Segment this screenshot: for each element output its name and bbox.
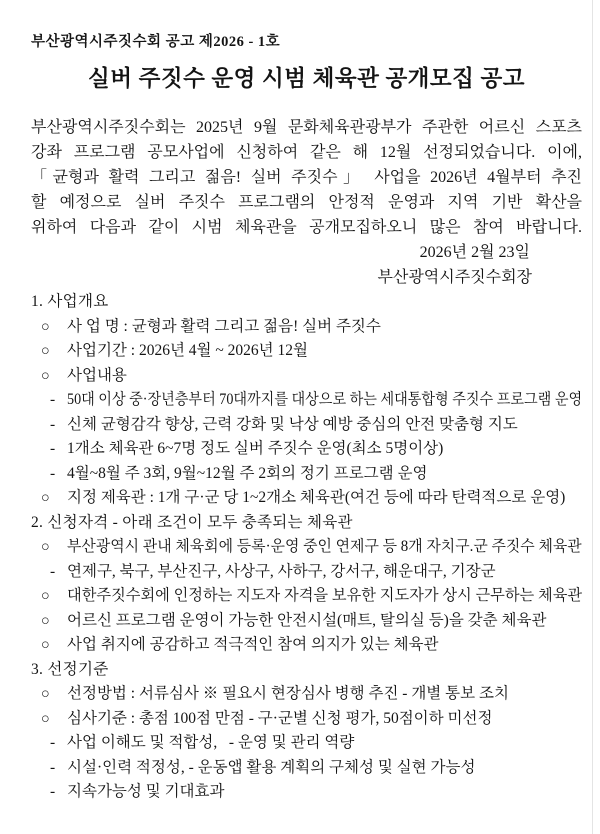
section-heading-criteria: 3. 선정기준 — [31, 660, 109, 678]
circle-bullet: ○ — [41, 588, 50, 604]
intro-paragraph-line: 강좌 프로그램 공모사업에 신청하여 같은 해 12월 선정되었습니다. 이에, — [31, 144, 582, 161]
item-text: 지정 제육관 : 1개 구·군 당 1~2개소 체육관(여건 등에 따라 탄력적으로 운영) — [67, 489, 566, 506]
circle-bullet: ○ — [41, 686, 50, 702]
list-item — [31, 682, 582, 707]
dash-bullet: - — [50, 758, 56, 776]
item-text: 1개소 체육관 6~7명 정도 실버 주짓수 운영(최소 5명이상) — [67, 440, 444, 457]
item-text: 사업기간 : 2026년 4월 ~ 2026년 12월 — [67, 342, 308, 359]
item-text: 사업 취지에 공감하고 적극적인 참여 의지가 있는 체육관 — [67, 636, 439, 653]
list-item — [31, 731, 582, 756]
item-text: 사업 이해도 및 적합성, - 운영 및 관리 역량 — [67, 734, 355, 751]
item-text: 사업내용 — [67, 366, 127, 384]
list-item — [31, 584, 582, 609]
intro-paragraph-line: 위하여 다음과 같이 시범 체육관을 공개모집하오니 많은 참여 바랍니다. — [31, 219, 582, 236]
list-item — [31, 339, 582, 364]
dash-bullet: - — [50, 562, 56, 580]
list-item — [31, 364, 582, 389]
document-title: 실버 주짓수 운영 시범 체육관 공개모집 공고 — [88, 66, 525, 91]
page-edge-line — [592, 0, 593, 834]
circle-bullet: ○ — [41, 637, 50, 653]
dash-bullet: - — [50, 391, 56, 408]
circle-bullet: ○ — [41, 367, 50, 384]
sections — [31, 290, 582, 805]
list-item — [31, 707, 582, 732]
section-heading-eligibility: 2. 신청자격 - 아래 조건이 모두 충족되는 체육관 — [31, 513, 353, 531]
dash-bullet: - — [50, 440, 56, 457]
list-item — [31, 462, 582, 487]
circle-bullet: ○ — [41, 343, 50, 359]
list-item — [31, 633, 582, 658]
dash-bullet: - — [50, 464, 56, 482]
item-text: 4월~8월 주 3회, 9월~12월 주 2회의 정기 프로그램 운영 — [67, 464, 428, 482]
list-item — [31, 388, 582, 413]
item-text: 대한주짓수회에 인정하는 지도자 자격을 보유한 지도자가 상시 근무하는 체육관 — [67, 587, 583, 604]
list-item — [31, 609, 582, 634]
item-text: 50대 이상 중·장년층부터 70대까지를 대상으로 하는 세대통합형 주짓수 프로그램 운영 — [67, 391, 583, 408]
circle-bullet: ○ — [41, 612, 50, 629]
dash-bullet: - — [50, 734, 56, 751]
list-item — [31, 437, 582, 462]
item-text: 시설·인력 적정성, - 운동앱 활용 계획의 구체성 및 실현 가능성 — [67, 758, 476, 776]
list-item — [31, 486, 582, 511]
notice-number: 부산광역시주짓수회 공고 제2026 - 1호 — [31, 34, 281, 50]
dash-bullet: - — [50, 415, 56, 433]
circle-bullet: ○ — [41, 539, 50, 555]
dash-bullet: - — [50, 783, 56, 800]
intro-paragraph-line: 부산광역시주짓수회는 2025년 9월 문화체육관광부가 주관한 어르신 스포츠 — [31, 119, 582, 136]
list-item — [31, 780, 582, 805]
list-item — [31, 413, 582, 438]
item-text: 선정방법 : 서류심사 ※ 필요시 현장심사 병행 추진 - 개별 통보 조치 — [67, 685, 509, 702]
item-text: 신체 균형감각 향상, 근력 강화 및 낙상 예방 중심의 안전 맞춤형 지도 — [67, 415, 518, 433]
intro-paragraph-line: 할 예정으로 실버 주짓수 프로그램의 안정적 운영과 지역 기반 확산을 — [31, 194, 582, 211]
list-item — [31, 560, 582, 585]
item-text: 부산광역시 관내 체육회에 등록·운영 중인 연제구 등 8개 자치구.군 주짓수 체육관 — [67, 538, 582, 555]
list-item — [31, 535, 582, 560]
item-text: 지속가능성 및 기대효과 — [67, 783, 225, 800]
circle-bullet: ○ — [41, 490, 50, 506]
intro-paragraph-line: 「균형과 활력 그리고 젊음! 실버 주짓수」 사업을 2026년 4월부터 추진 — [31, 169, 582, 186]
item-text: 사 업 명 : 균형과 활력 그리고 젊음! 실버 주짓수 — [67, 317, 381, 335]
circle-bullet: ○ — [41, 710, 50, 727]
announcement-date: 2026년 2월 23일 — [419, 244, 530, 261]
circle-bullet: ○ — [41, 318, 50, 335]
item-text: 연제구, 북구, 부산진구, 사상구, 사하구, 강서구, 해운대구, 기장군 — [67, 562, 496, 580]
list-item — [31, 756, 582, 781]
intro-paragraph — [31, 115, 582, 240]
announcement-signer: 부산광역시주짓수회장 — [377, 269, 532, 286]
item-text: 심사기준 : 총점 100점 만점 - 구·군별 신청 평가, 50점이하 미선정 — [67, 709, 493, 727]
section-heading-overview: 1. 사업개요 — [31, 293, 109, 310]
list-item — [31, 315, 582, 340]
item-text: 어르신 프로그램 운영이 가능한 안전시설(매트, 탈의실 등)을 갖춘 체육관 — [67, 611, 547, 629]
